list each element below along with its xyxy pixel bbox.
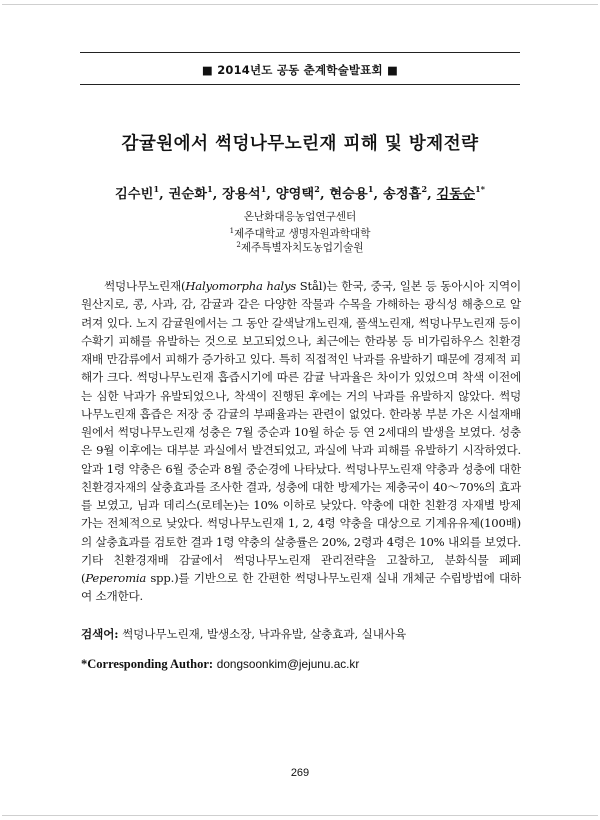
affiliation-sup: 1 (229, 227, 235, 235)
affiliation-text: 제주대학교 생명자원과학대학 (234, 228, 371, 240)
author-sep: , (159, 187, 169, 202)
running-header: ■ 2014년도 공동 춘계학술발표회 ■ (201, 63, 399, 77)
keywords (81, 626, 521, 642)
keywords-label: 검색어: (81, 627, 119, 641)
affiliation-sup: 2 (236, 241, 241, 249)
author-sup: 1 (260, 184, 267, 194)
author-sup: 2 (314, 184, 320, 194)
corresponding-label: *Corresponding Author: (81, 657, 214, 671)
corresponding-author-line (81, 657, 521, 672)
species-name: Halyomorpha halys (185, 279, 297, 293)
author: 권순화 (168, 187, 208, 202)
author: 양영택 (275, 187, 315, 202)
affiliation-text: 제주특별자치도농업기술원 (240, 242, 364, 254)
paper-title: 감귤원에서 썩덩나무노린재 피해 및 방제전략 (121, 134, 479, 154)
author: 장용석 (222, 187, 261, 202)
corresponding-email: dongsoonkim@jejunu.ac.kr (216, 657, 360, 671)
abstract-text: 썩덩나무노린재( (104, 279, 186, 293)
page-bottom-border (2, 815, 598, 816)
author-sep: , (266, 187, 276, 202)
affiliation (0, 238, 600, 256)
author-sup: 2 (421, 184, 428, 194)
abstract-text: spp.)를 기반으로 한 간편한 썩덩나무노린재 실내 개체군 수립방법에 대하여 소개한다. (81, 571, 521, 604)
affiliation (0, 210, 600, 225)
abstract-paragraph (81, 277, 521, 606)
author-sep: , (427, 187, 437, 202)
author-list (0, 183, 600, 202)
author: 송정흡 (382, 187, 422, 202)
author-sup: 1* (475, 184, 486, 194)
author-sep: , (373, 187, 383, 202)
affiliation-text: 온난화대응농업연구센터 (243, 211, 357, 223)
author-sup: 1 (367, 184, 374, 194)
author-sup: 1 (207, 184, 213, 194)
author-sup: 1 (153, 184, 160, 194)
header-rule-bottom (80, 84, 520, 85)
page-top-border (2, 4, 598, 5)
corresponding-author: 김동순 (436, 187, 476, 202)
header-rule-top (80, 52, 520, 53)
author-sep: , (319, 187, 330, 202)
author: 김수빈 (114, 187, 154, 202)
page-number: 269 (290, 767, 310, 779)
abstract-text: Stål)는 한국, 중국, 일본 등 동아시아 지역이 원산지로, 콩, 사과, 감, 감귤과 같은 다양한 작물과 수목을 가해하는 광식성 해충으로 알려져 있다. 노지 감귤원에서는 그 동안 갈색날개노린재, 풀색노린재, 썩덩나무노린재 등이 수확기 피해를 유발하는 것으로 보고되었으나, 최근에는 한라봉 등 비가림하우스 친환경재배 만감류에서 피해가 증가하고 있다. 특히 직접적인 낙과를 유발하기 때문에 경제적 피해가 크다. 썩덩나무노린재 흡즙시기에 따른 감귤 낙과율은 차이가 있었으며 착색 이전에는 심한 낙과가 유발되었으나, 착색이 진행된 후에는 거의 낙과를 유발하지 않았다. 썩덩나무노린재 흡즙은 저장 중 감귤의 부패율과는 관련이 없었다. 한라봉 부분 가온 시설재배원에서 썩덩나무노린재 성충은 7월 중순과 10월 하순 등 연 2세대의 발생을 보였다. 성충은 9월 이후에는 대부분 과실에서 발견되었고, 과실에 낙과 피해를 유발하기 시작하였다. 알과 1령 약충은 6월 중순과 8월 중순경에 나타났다. 썩덩나무노린재 약충과 성충에 대한 친환경자재의 살충효과를 조사한 결과, 성충에 대한 방제가는 제충국이 40～70%의 효과를 보였고, 님과 데리스(로테논)는 10% 이하로 낮았다. 약충에 대한 친환경 자재별 방제가는 전체적으로 낮았다. 썩덩나무노린재 1, 2, 4령 약충을 대상으로 기계유유제(100배)의 살충효과를 검토한 결과 1령 약충의 살충률은 20%, 2령과 4령은 10% 내외를 보였다. 기타 친환경재배 감귤에서 썩덩나무노린재 관리전략을 고찰하고, 분화식물 페페( (81, 279, 521, 585)
keywords-text: 썩덩나무노린재, 발생소장, 낙과유발, 살충효과, 실내사육 (122, 627, 407, 641)
author: 현승용 (329, 187, 368, 202)
genus-name: Peperomia (85, 571, 147, 585)
author-sep: , (212, 187, 223, 202)
